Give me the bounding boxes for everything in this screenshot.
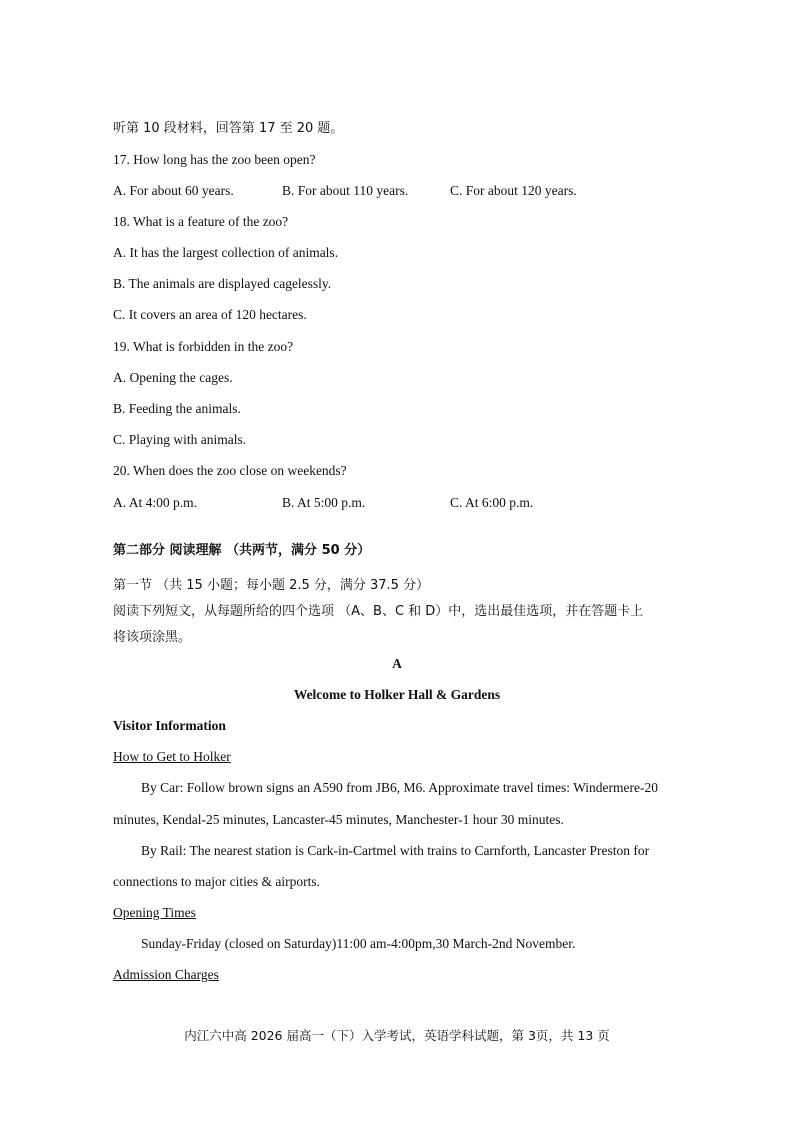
passage-title: Welcome to Holker Hall & Gardens	[293, 687, 501, 702]
admission-charges-heading: Admission Charges	[113, 967, 219, 982]
by-car-line1: By Car: Follow brown signs an A590 from JB6, M6. Approximate travel times: Windermere-20	[141, 780, 659, 795]
question-18-option-c: C. It covers an area of 120 hectares.	[113, 307, 307, 322]
by-rail-line2: connections to major cities & airports.	[113, 874, 320, 889]
question-19-option-a: A. Opening the cages.	[113, 370, 233, 385]
how-to-get-heading: How to Get to Holker	[113, 749, 231, 764]
by-car-line2: minutes, Kendal-25 minutes, Lancaster-45 minutes, Manchester-1 hour 30 minutes.	[113, 812, 564, 827]
by-rail-line1: By Rail: The nearest station is Cark-in-Cartmel with trains to Carnforth, Lancaster Preston for	[141, 843, 650, 858]
part2-heading: 第二部分 阅读理解 （共两节，满分 50 分）	[113, 543, 371, 558]
question-20-option-a: A. At 4:00 p.m.	[113, 495, 198, 510]
passage-letter: A	[392, 656, 402, 671]
question-19-option-c: C. Playing with animals.	[113, 432, 247, 447]
question-18-option-b: B. The animals are displayed cagelessly.	[113, 276, 332, 291]
page-footer: 内江六中高 2026 届高一（下）入学考试，英语学科试题，第 3页，共 13 页	[184, 1028, 610, 1043]
question-19-option-b: B. Feeding the animals.	[113, 401, 241, 416]
question-17-option-a: A. For about 60 years.	[113, 183, 234, 198]
section1-heading: 第一节 （共 15 小题；每小题 2.5 分，满分 37.5 分）	[113, 578, 430, 593]
question-19-stem: 19. What is forbidden in the zoo?	[113, 339, 294, 354]
opening-times-heading: Opening Times	[113, 905, 196, 920]
listening-section-intro: 听第 10 段材料，回答第 17 至 20 题。	[113, 121, 344, 136]
opening-times-detail: Sunday-Friday (closed on Saturday)11:00 am-4:00pm,30 March-2nd November.	[141, 936, 576, 951]
question-18-stem: 18. What is a feature of the zoo?	[113, 214, 289, 229]
reading-instruction-line1: 阅读下列短文，从每题所给的四个选项 （A、B、C 和 D）中，选出最佳选项，并在答题卡上	[113, 604, 644, 619]
question-20-option-c: C. At 6:00 p.m.	[450, 495, 534, 510]
question-20-stem: 20. When does the zoo close on weekends?	[113, 463, 347, 478]
question-17-stem: 17. How long has the zoo been open?	[113, 152, 316, 167]
question-17-option-c: C. For about 120 years.	[450, 183, 577, 198]
question-20-option-b: B. At 5:00 p.m.	[282, 495, 366, 510]
reading-instruction-line2: 将该项涂黑。	[113, 630, 192, 645]
question-17-option-b: B. For about 110 years.	[282, 183, 409, 198]
question-18-option-a: A. It has the largest collection of animals.	[113, 245, 339, 260]
visitor-information-heading: Visitor Information	[113, 718, 226, 733]
